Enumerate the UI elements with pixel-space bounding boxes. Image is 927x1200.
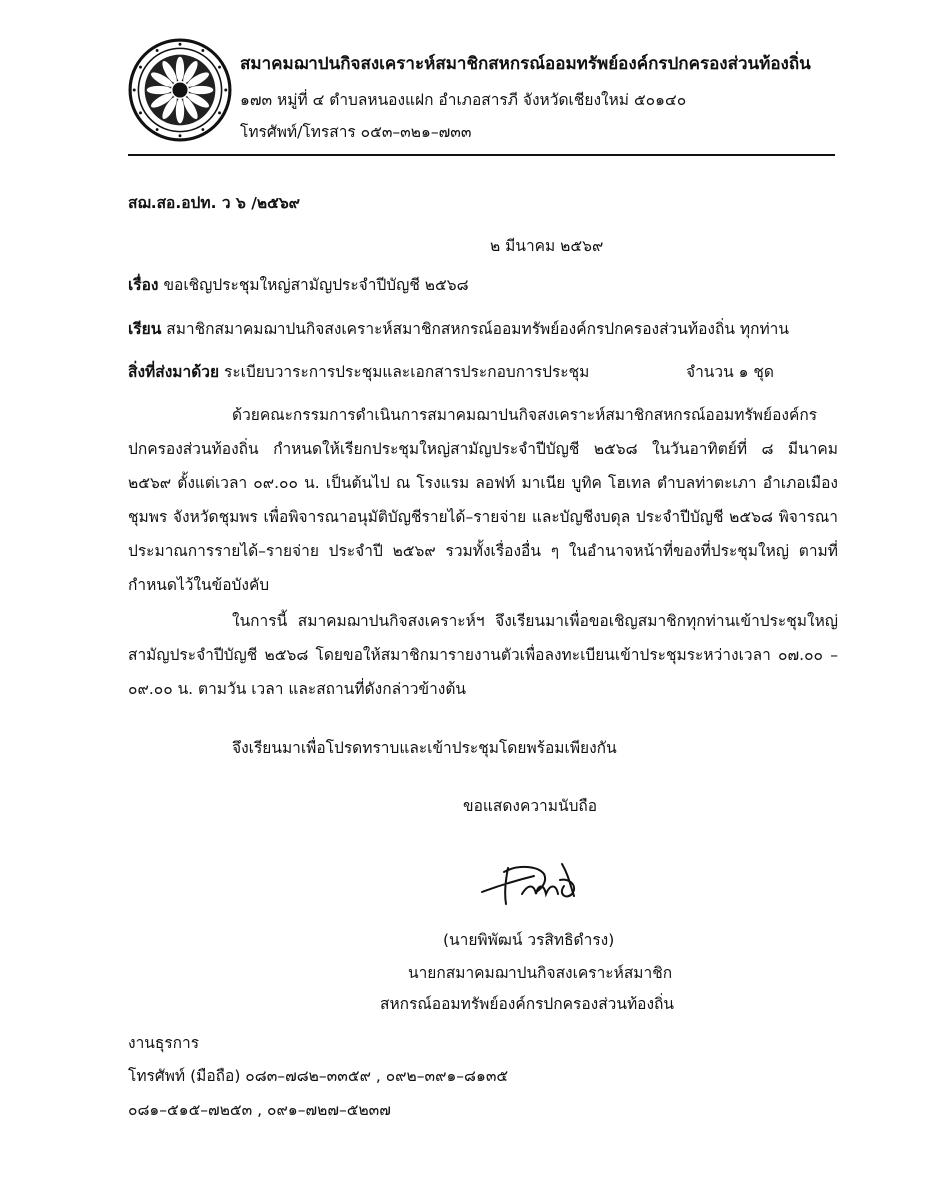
enclosure-line (128, 359, 589, 384)
signer-title-line-2: สหกรณ์ออมทรัพย์องค์กรปกครองส่วนท้องถิ่น (380, 995, 675, 1013)
recipient-label: เรียน (128, 320, 162, 338)
association-seal-logo (128, 38, 232, 142)
footer-department: งานธุรการ (128, 1034, 200, 1052)
reference-number (128, 190, 300, 215)
org-phone: โทรศัพท์/โทรสาร ๐๕๓–๓๒๑–๗๓๓ (240, 123, 472, 141)
body-paragraph-2 (128, 604, 838, 706)
closing-line: จึงเรียนมาเพื่อโปรดทราบและเข้าประชุมโดยพร้อมเพียงกัน (232, 739, 617, 757)
org-address: ๑๗๓ หมู่ที่ ๔ ตำบลหนองแฝก อำเภอสารภี จังหวัดเชียงใหม่ ๕๐๑๔๐ (240, 91, 687, 109)
recipient-text: สมาชิกสมาคมฌาปนกิจสงเคราะห์สมาชิกสหกรณ์ออมทรัพย์องค์กรปกครองส่วนท้องถิ่น ทุกท่าน (166, 320, 789, 338)
body-paragraph-2-text: ในการนี้ สมาคมฌาปนกิจสงเคราะห์ฯ จึงเรียนมาเพื่อขอเชิญสมาชิกทุกท่านเข้าประชุมใหญ่สามัญประจำปีบัญชี ๒๕๖๘ โดยขอให้สมาชิกมารายงานตัวเพื่อลงทะเบียนเข้าประชุมระหว่างเวลา ๐๗.๐๐ – ๐๙.๐๐ น. ตามวัน เวลา และสถานที่ดังกล่าวข้างต้น (128, 612, 838, 698)
signer-title-line-1: นายกสมาคมฌาปนกิจสงเคราะห์สมาชิก (408, 964, 673, 982)
recipient-line (128, 316, 789, 341)
footer-phone-line-1: โทรศัพท์ (มือถือ) ๐๘๓–๗๘๒–๓๓๕๙ , ๐๙๒–๓๙๑–๘๑๓๕ (128, 1067, 509, 1085)
subject-line (128, 272, 469, 297)
body-paragraph-1-text: ด้วยคณะกรรมการดำเนินการสมาคมฌาปนกิจสงเคราะห์สมาชิกสหกรณ์ออมทรัพย์องค์กรปกครองส่วนท้องถิ่น กำหนดให้เรียกประชุมใหญ่สามัญประจำปีบัญชี ๒๕๖๘ ในวันอาทิตย์ที่ ๘ มีนาคม ๒๕๖๙ ตั้งแต่เวลา ๐๙.๐๐ น. เป็นต้นไป ณ โรงแรม ลอฟท์ มาเนีย บูทิค โฮเทล ตำบลท่าตะเภา อำเภอเมืองชุมพร จังหวัดชุมพร เพื่อพิจารณาอนุมัติบัญชีรายได้–รายจ่าย และบัญชีงบดุล ประจำปีบัญชี ๒๕๖๘ พิจารณาประมาณการรายได้–รายจ่าย ประจำปี ๒๕๖๙ รวมทั้งเรื่องอื่น ๆ ในอำนาจหน้าที่ของที่ประชุมใหญ่ ตามที่กำหนดไว้ในข้อบังคับ (128, 406, 838, 594)
enclosure-label: สิ่งที่ส่งมาด้วย (128, 363, 220, 381)
footer-phone-line-2: ๐๘๑–๕๑๕–๗๒๕๓ , ๐๙๑–๗๒๗–๕๒๓๗ (128, 1101, 391, 1119)
body-paragraph-1 (128, 398, 838, 602)
reference-text: สฌ.สอ.อปท. ว ๖ /๒๕๖๙ (128, 194, 301, 212)
letterhead-divider (128, 154, 835, 156)
regards-text: ขอแสดงความนับถือ (463, 797, 598, 815)
signature-image (478, 850, 584, 910)
letter-date: ๒ มีนาคม ๒๕๖๙ (490, 237, 604, 255)
org-name: สมาคมฌาปนกิจสงเคราะห์สมาชิกสหกรณ์ออมทรัพย์องค์กรปกครองส่วนท้องถิ่น (240, 54, 811, 74)
subject-text: ขอเชิญประชุมใหญ่สามัญประจำปีบัญชี ๒๕๖๘ (163, 276, 469, 294)
enclosure-text: ระเบียบวาระการประชุมและเอกสารประกอบการประชุม (224, 363, 590, 381)
enclosure-quantity: จำนวน ๑ ชุด (686, 363, 774, 381)
signer-name: (นายพิพัฒน์ วรสิทธิดำรง) (443, 931, 615, 949)
subject-label: เรื่อง (128, 276, 159, 294)
